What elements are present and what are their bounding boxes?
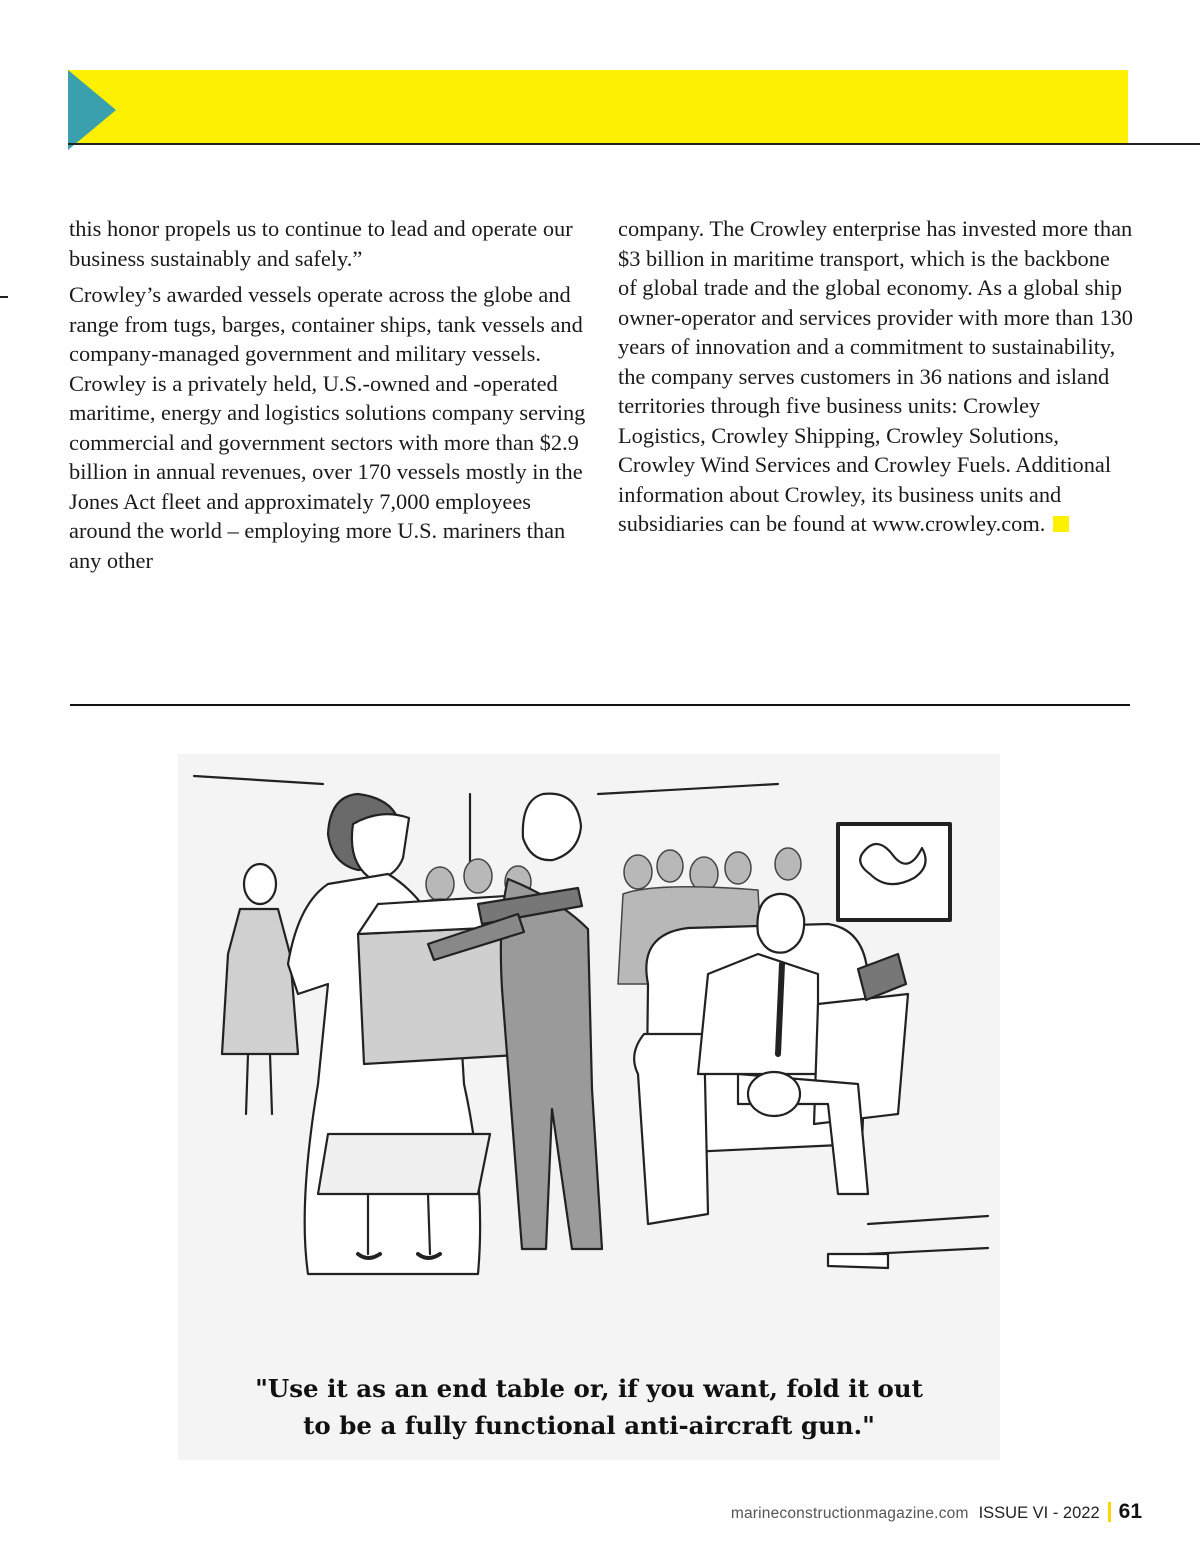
article-left-column [69,214,589,575]
footer-issue: ISSUE VI - 2022 [978,1504,1100,1522]
cartoon-caption-line: to be a fully functional anti-aircraft gun." [303,1411,875,1440]
margin-tick [0,296,8,298]
end-of-article-mark [1053,516,1069,532]
article-paragraph: this honor propels us to continue to lead and operate our business sustainably and safely.” [69,216,573,271]
page-number: 61 [1118,1500,1142,1523]
article-paragraph: Crowley’s awarded vessels operate across the globe and range from tugs, barges, container ships, tank vessels and company-managed government and military vessels. [69,282,583,366]
article-paragraph [618,214,1133,539]
cartoon-drawing [178,754,1000,1354]
footer-site-link[interactable]: marineconstructionmagazine.com [730,1505,969,1522]
article-paragraph: Crowley is a privately held, U.S.-owned and -operated maritime, energy and logistics solutions company serving commercial and government sectors with more than $2.9 billion in annual revenues, over 170 vessels mostly in the Jones Act fleet and approximately 7,000 employees around the world – employing more U.S. mariners than any other [69,370,586,573]
article-right-column [618,214,1133,539]
page-footer [731,1500,1142,1524]
header-rule [68,143,1200,145]
header-arrow-icon [68,70,116,150]
cartoon-caption [178,1370,1000,1444]
cartoon-illustration [178,754,1000,1460]
article-paragraph-text: company. The Crowley enterprise has invested more than $3 billion in maritime transport, which is the backbone of global trade and the global economy. As a global ship owner-operator and services provider with more than 130 years of innovation and a commitment to sustainability, the company serves customers in 36 nations and island territories through five business units: Crowley Logistics, Crowley Shipping, Crowley Solutions, Crowley Wind Services and Crowley Fuels. Additional information about Crowley, its business units and subsidiaries can be found at www.crowley.com. [618,216,1133,536]
cartoon-caption-line: "Use it as an end table or, if you want, fold it out [255,1374,923,1403]
footer-separator [1108,1502,1111,1522]
section-divider [70,704,1130,706]
header-band [68,70,1128,144]
